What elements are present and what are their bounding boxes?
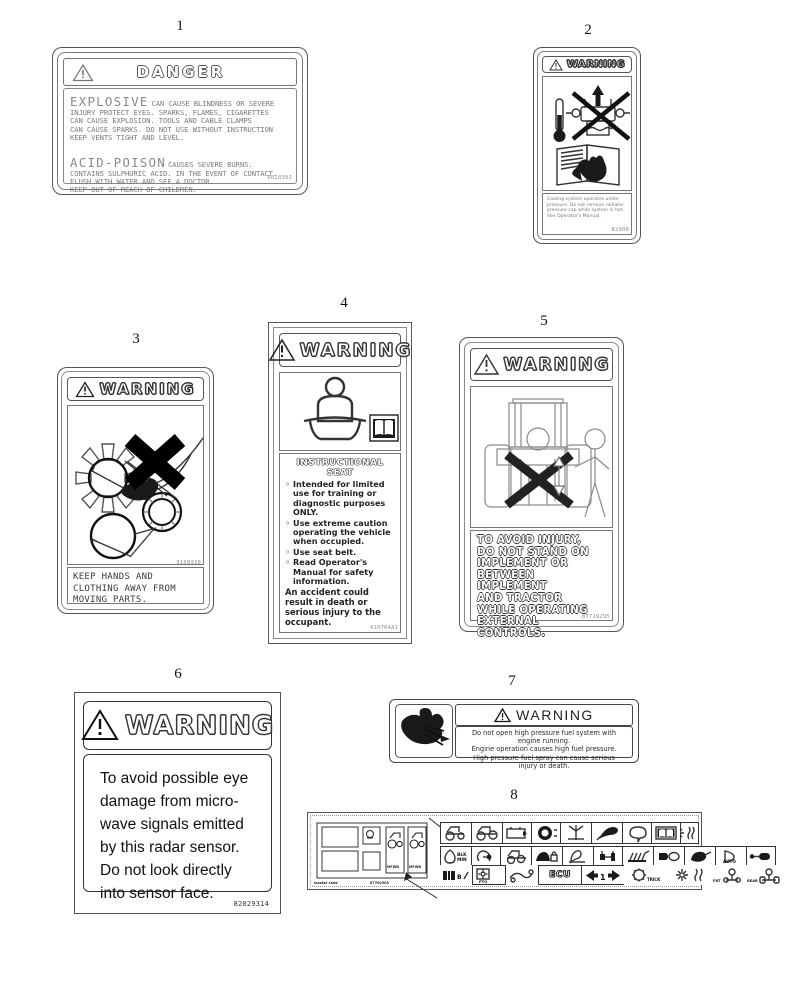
decal-1-part-code: 602030J <box>267 175 292 181</box>
decal-8-mfwd-label-1: MFWD <box>387 865 400 869</box>
decal-5-line-1: TO AVOID INJURY, <box>477 535 582 546</box>
decal-6-text-block <box>83 754 272 902</box>
decal-8-left-label-a: master code <box>314 881 338 885</box>
decal-1-explosive-lead: CAN CAUSE BLINDNESS OR SEVERE <box>151 99 275 108</box>
symbol-lights-icon <box>560 822 592 844</box>
svg-text:1: 1 <box>600 872 606 882</box>
decal-8-row-bottom <box>440 865 785 885</box>
decal-2-header-band <box>542 56 632 73</box>
decal-2-part-code: 82000 <box>611 227 629 233</box>
decal-5-line-3: IMPLEMENT OR <box>477 558 569 570</box>
decal-7-line-4: High pressure fuel spray can cause serious <box>473 753 615 762</box>
decal-1-explosive-line-3: CAN CAUSE SPARKS. DO NOT USE WITHOUT INSTRUCTION <box>70 124 273 134</box>
decal-3-header-text: WARNING <box>99 380 196 398</box>
decal-5-header-band <box>470 348 613 381</box>
decal-6-line-5: Do not look directly <box>100 862 232 879</box>
decal-5-part-code: 87719295 <box>581 614 610 620</box>
decal-6-line-6: into sensor face. <box>100 885 214 902</box>
decal-5-line-5: AND TRACTOR <box>477 592 563 604</box>
decal-1-acid-line-3: KEEP OUT OF REACH OF CHILDREN. <box>70 185 197 195</box>
decal-4-title: INSTRUCTIONAL SEAT <box>296 458 384 478</box>
decal-fuel-pressure-warning <box>389 699 639 770</box>
svg-text:PTO: PTO <box>479 879 488 884</box>
symbol-front-diff-icon <box>711 865 745 885</box>
decal-instructional-seat <box>268 322 412 644</box>
decal-6-header-text: WARNING <box>124 710 275 741</box>
decal-6-line-3: wave signals emitted <box>100 816 244 833</box>
callout-5: 5 <box>540 313 548 329</box>
symbol-wiper-icon <box>591 822 623 844</box>
decal-8-row-mid <box>440 846 776 866</box>
symbol-tractor-front-icon <box>440 822 472 844</box>
symbol-paint-icon <box>684 846 716 866</box>
decal-4-text-block <box>279 453 401 633</box>
decal-6-header-band <box>83 701 275 750</box>
callout-1: 1 <box>176 18 184 34</box>
symbol-rake-icon <box>622 846 654 866</box>
svg-text:TRICK: TRICK <box>647 876 661 882</box>
symbol-tractor-icon <box>500 846 532 866</box>
symbol-engine-speed-icon <box>471 846 501 866</box>
decal-7-text-block <box>455 726 633 770</box>
decal-7-header-text: WARNING <box>516 707 594 723</box>
decal-1-explosive-line-2: CAN CAUSE EXPLOSION. TOOLS AND CABLE CLAMPS <box>70 116 252 126</box>
decal-1-explosive-word: EXPLOSIVE <box>70 94 149 109</box>
callout-7: 7 <box>508 673 516 689</box>
decal-2-line-3: pressure cap while system is hot. <box>547 208 624 214</box>
decal-moving-parts-warning <box>57 367 214 614</box>
symbol-brake-lock-icon <box>531 846 563 866</box>
symbol-trick-gear-icon <box>624 865 672 885</box>
decal-3-line-3: MOVING PARTS. <box>73 595 148 605</box>
decal-3-part-code: 9108938 <box>176 560 201 566</box>
warning-triangle-icon <box>473 353 500 376</box>
decal-6-part-code: 82029314 <box>233 900 269 908</box>
svg-text:FRT: FRT <box>713 878 721 883</box>
decal-3-line-1: KEEP HANDS AND <box>73 572 154 582</box>
svg-text:MIN: MIN <box>456 857 467 863</box>
decal-7-line-5: injury or death. <box>518 761 570 770</box>
decal-4-bullet-list <box>285 480 395 586</box>
symbol-iso-speed-icon <box>440 865 472 885</box>
decal-8-left-label-b: 87702303 <box>370 881 389 885</box>
symbol-hitch-icon <box>593 846 623 866</box>
decal-implement-standing-warning <box>459 337 624 639</box>
decal-7-right-panel <box>455 704 633 770</box>
symbol-ecu-icon <box>538 865 582 885</box>
decal-1-acid-line-1: CONTAINS SULPHURIC ACID. IN THE EVENT OF CONTACT. <box>70 168 278 178</box>
symbol-auto-icon <box>715 846 747 866</box>
warning-triangle-icon <box>494 708 511 723</box>
callout-4: 4 <box>340 295 348 311</box>
decal-7-line-1: Do not open high pressure fuel system with <box>471 729 617 737</box>
symbol-cylinder-icon <box>746 846 776 866</box>
warning-triangle-icon <box>268 338 296 362</box>
symbol-ecu-label: ECU <box>549 870 571 880</box>
decal-radar-sensor-warning <box>74 692 281 914</box>
decal-1-explosive-line-1: INJURY PROTECT EYES. SPARKS, FLAMES, CIGARETTES <box>70 108 269 117</box>
decal-6-line-4: by this radar sensor. <box>100 839 240 856</box>
decal-3-header-band <box>67 377 204 401</box>
decal-1-header-band <box>63 58 297 86</box>
decal-1-text-block <box>63 88 297 195</box>
symbol-lamp-pair-icon <box>653 846 685 866</box>
symbol-hydraulic-line-icon <box>506 865 538 885</box>
decal-battery-danger <box>52 47 308 195</box>
svg-text:REAR: REAR <box>747 878 758 883</box>
symbol-gear-select-icon <box>581 865 625 885</box>
decal-5-text-block <box>470 530 613 639</box>
decal-4-pictogram <box>279 372 401 451</box>
decal-5-line-4: BETWEEN IMPLEMENT <box>477 569 548 593</box>
callout-6: 6 <box>174 666 182 682</box>
decal-5-pictogram <box>470 386 613 528</box>
decal-4-bullet-2: ◦ Use extreme caution operating the vehicle when occupied. <box>285 519 395 547</box>
decal-2-header-text: WARNING <box>566 59 626 70</box>
decal-7-hand-spray-pictogram <box>395 704 453 758</box>
decal-5-line-6: WHILE OPERATING <box>477 604 588 616</box>
symbol-gauge-icon <box>531 822 561 844</box>
warning-triangle-icon <box>81 709 119 742</box>
warning-triangle-icon <box>75 381 95 398</box>
decal-1-acid-line-2: FLUSH WITH WATER AND SEE A DOCTOR. <box>70 177 214 187</box>
decal-2-line-4: See Operator's Manual. <box>547 213 601 219</box>
decal-radiator-warning <box>533 47 641 244</box>
decal-5-header-text: WARNING <box>503 354 611 375</box>
symbol-seat-icon <box>562 846 594 866</box>
symbol-rear-diff-icon <box>745 865 785 885</box>
svg-text:AUTO: AUTO <box>723 858 736 864</box>
decal-symbol-chart <box>307 812 758 890</box>
symbol-battery-icon <box>502 822 532 844</box>
decal-4-part-code: 410764A1 <box>369 625 398 631</box>
decal-1-acid-word: ACID-POISON <box>70 154 166 170</box>
decal-1-acid-lead: CAUSES SEVERE BURNS. <box>167 159 253 169</box>
decal-1-header-text: DANGER <box>136 63 226 81</box>
symbol-fluid-level-icon <box>440 846 472 866</box>
decal-2-line-1: Cooling system operates under <box>547 197 619 202</box>
svg-text:B: B <box>457 873 462 881</box>
symbol-horn-icon <box>622 822 654 844</box>
decal-5-line-2: DO NOT STAND ON <box>477 546 589 558</box>
decal-3-text-block <box>67 567 204 604</box>
svg-text:BLK: BLK <box>456 852 467 858</box>
decal-1-explosive-line-4: KEEP VENTS TIGHT AND LEVEL. <box>70 133 185 143</box>
decal-8-mfwd-label-2: MFWD <box>409 865 422 869</box>
symbol-fan-cool-icon <box>671 865 711 885</box>
symbol-pto-icon <box>472 865 506 885</box>
decal-4-bullet-3: ◦ Use seat belt. <box>285 548 395 557</box>
decal-3-pictogram <box>67 405 204 565</box>
callout-8: 8 <box>510 787 518 803</box>
decal-4-closing-text: An accident could result in death or serious injury to the occupant. <box>285 587 381 627</box>
symbol-manual-book-icon <box>651 822 681 844</box>
decal-7-line-2: engine running. <box>517 737 571 746</box>
decal-7-line-3: Engine operation causes high fuel pressure. <box>471 745 617 754</box>
decal-4-header-band <box>279 333 413 367</box>
decal-3-line-2: CLOTHING AWAY FROM <box>73 583 176 594</box>
warning-triangle-icon <box>72 63 94 82</box>
warning-triangle-icon <box>549 59 563 71</box>
decal-7-header-band <box>455 704 633 726</box>
decal-6-line-1: To avoid possible eye <box>100 770 249 787</box>
callout-3: 3 <box>132 331 140 347</box>
decal-6-line-2: damage from micro- <box>100 793 239 810</box>
decal-4-header-text: WARNING <box>299 339 413 361</box>
decal-4-bullet-1: ◦ Intended for limited use for training or diagnostic purposes ONLY. <box>285 480 395 518</box>
decal-4-bullet-4: ◦ Read Operator's Manual for safety information. <box>285 558 395 586</box>
callout-2: 2 <box>584 22 592 38</box>
symbol-tractor-rear-icon <box>471 822 503 844</box>
decal-2-line-2: pressure. Do not remove radiator <box>547 202 624 208</box>
decal-5-line-7: EXTERNAL CONTROLS. <box>477 616 546 639</box>
decal-2-pictogram <box>542 76 632 191</box>
